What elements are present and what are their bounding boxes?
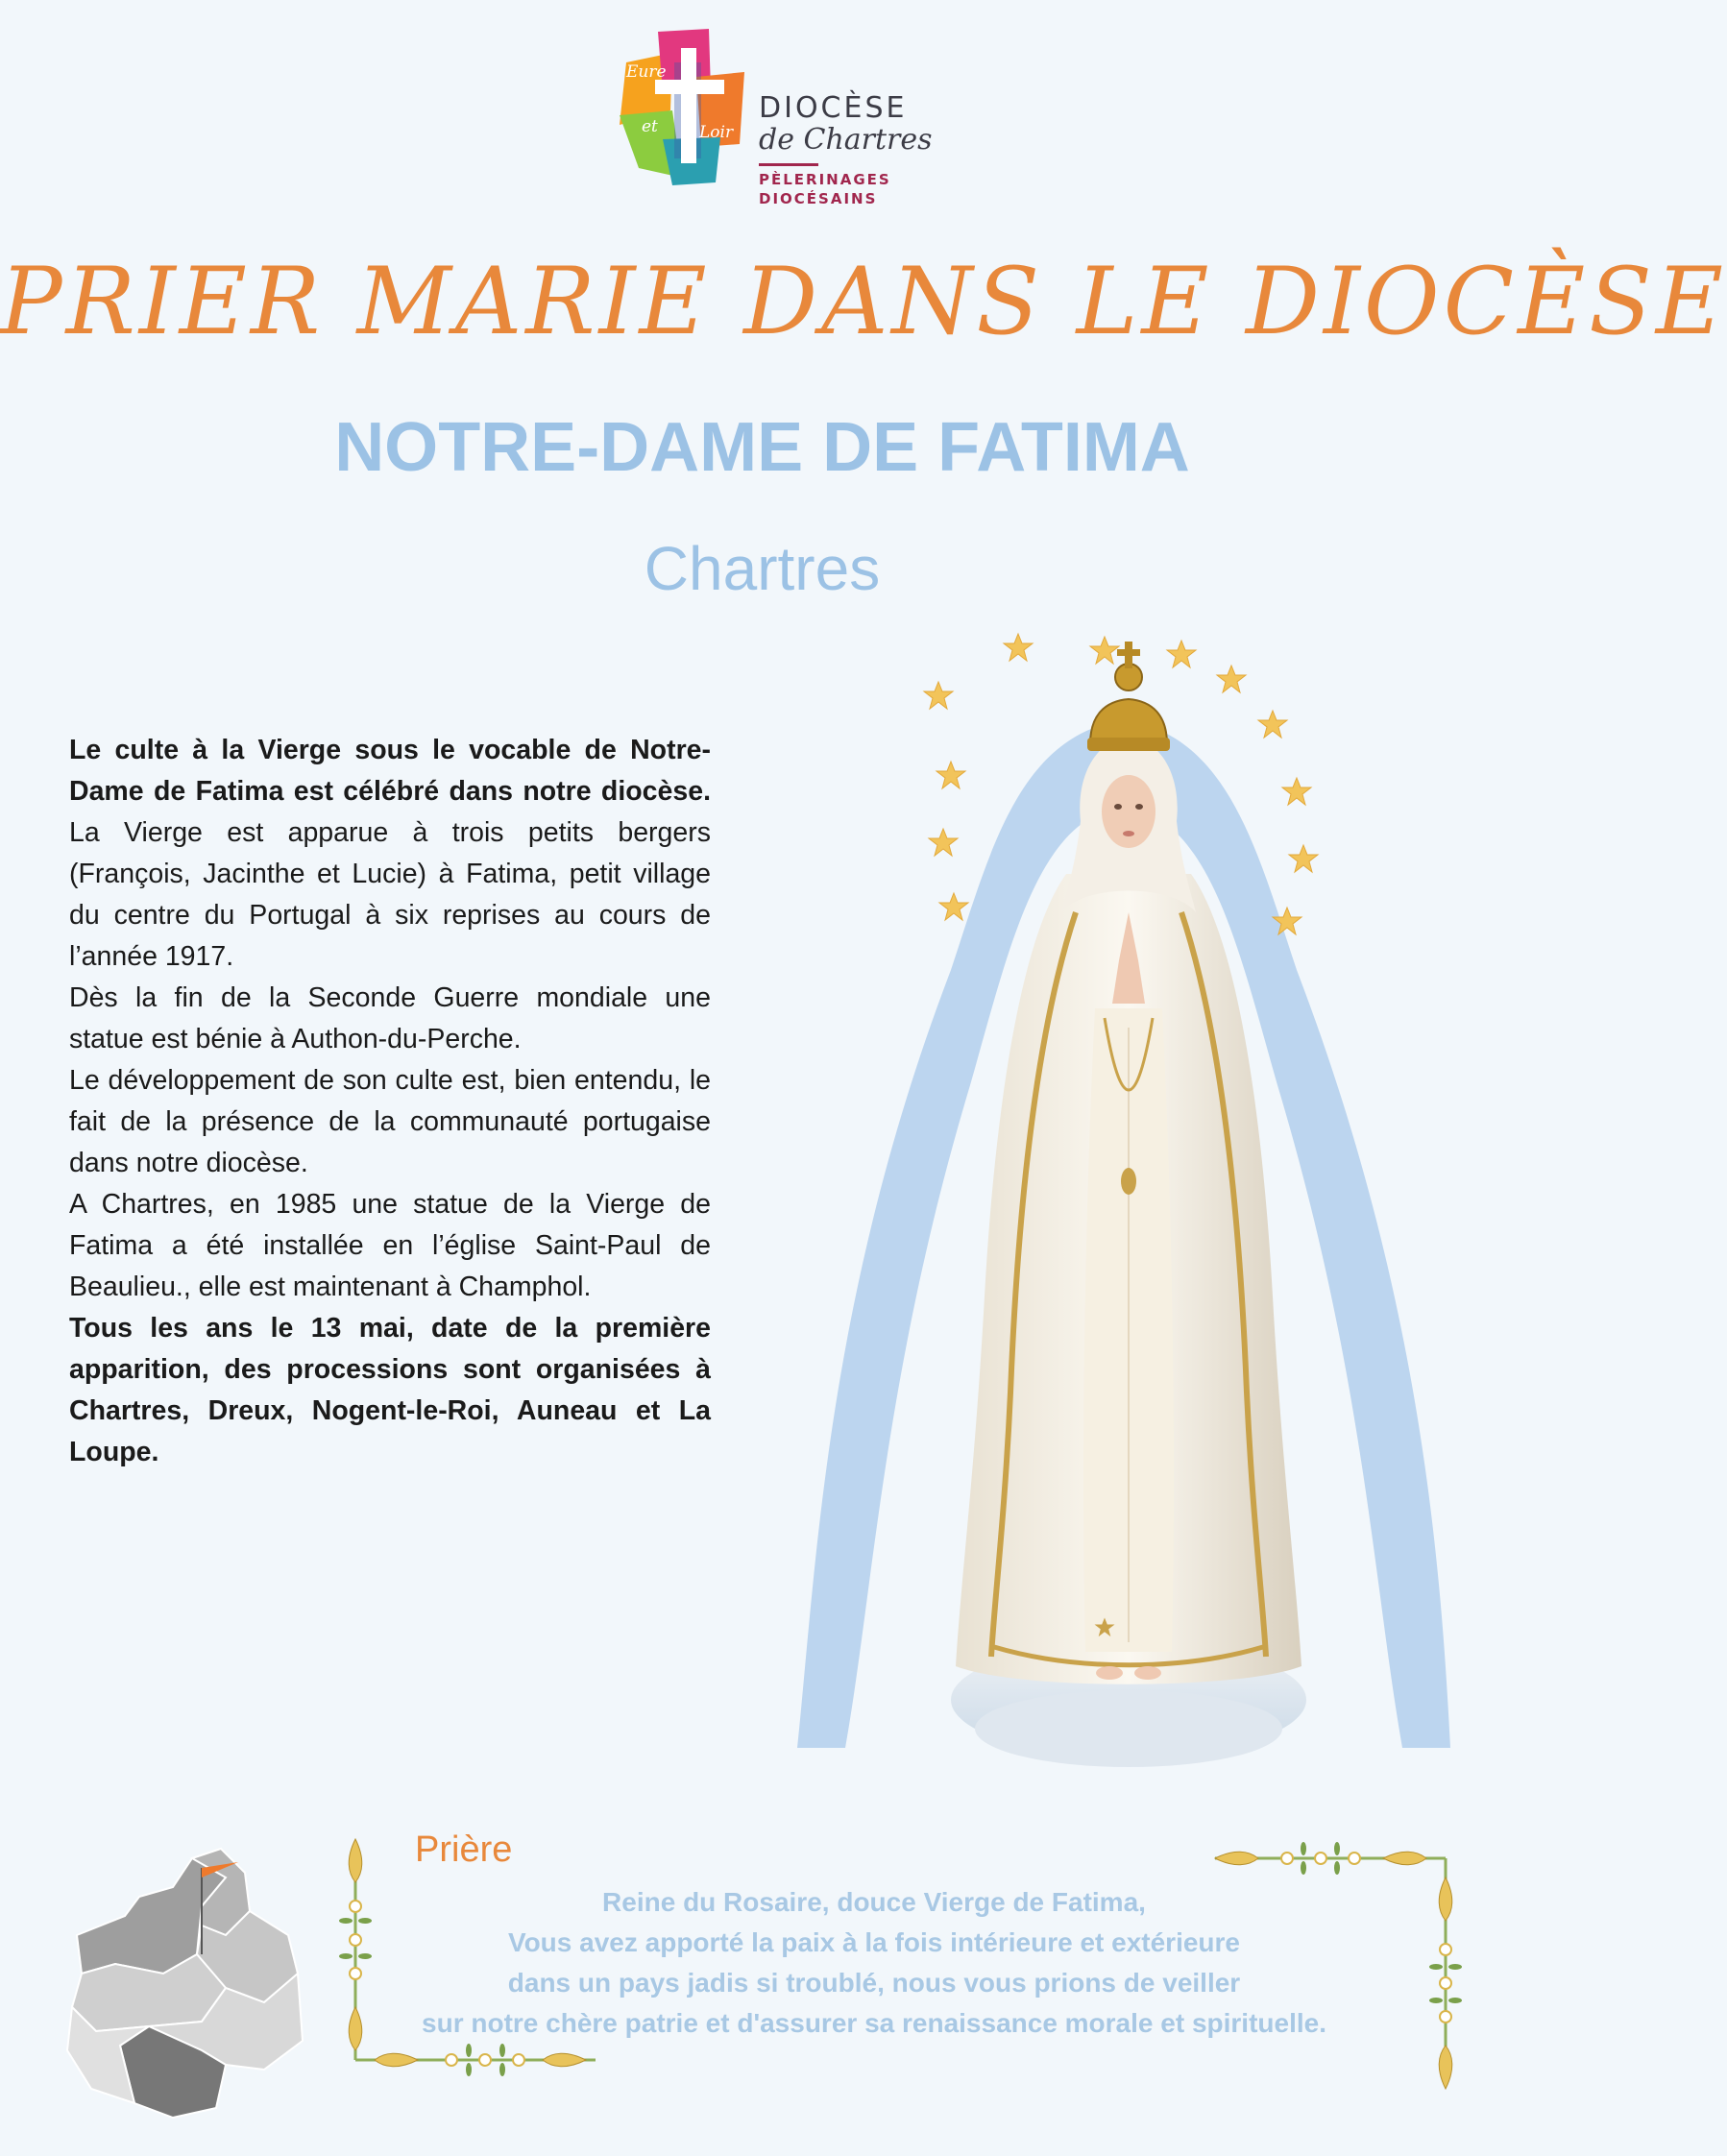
prayer-line: Vous avez apporté la paix à la fois intérieure et extérieure [507, 1927, 1240, 1957]
body-text [69, 730, 711, 1473]
logo-badge-word: et [642, 117, 658, 136]
department-map [58, 1820, 317, 2127]
body-p5-bold: Tous les ans le 13 mai, date de la première apparition, des processions sont organisées à Chartres, Dreux, Nogent-le-Roi, Auneau et La Loupe. [69, 1313, 711, 1467]
prayer-line: Reine du Rosaire, douce Vierge de Fatima, [602, 1887, 1146, 1917]
body-paragraph-3: Le développement de son culte est, bien entendu, le fait de la présence de la communauté portugaise dans notre diocèse. [69, 1065, 711, 1178]
logo-name-line2: de Chartres [759, 123, 933, 157]
star-icon [924, 682, 953, 709]
star-icon [1258, 711, 1287, 738]
logo-sub-line2: DIOCÉSAINS [759, 190, 878, 207]
prayer-line: dans un pays jadis si troublé, nous vous prions de veiller [507, 1968, 1241, 1998]
prayer-line: sur notre chère patrie et d'assurer sa renaissance morale et spirituelle. [422, 2008, 1326, 2038]
logo-divider [759, 163, 818, 166]
body-p1-bold: Le culte à la Vierge sous le vocable de Notre-Dame de Fatima est célébré dans notre diocèse. [69, 735, 711, 807]
prayer-text [365, 1882, 1383, 2044]
prayer-title: Prière [415, 1829, 513, 1870]
body-p1-rest: La Vierge est apparue à trois petits bergers (François, Jacinthe et Lucie) à Fatima, petit village du centre du Portugal à six reprises au cours de l’année 1917. [69, 817, 711, 972]
star-icon [1090, 637, 1119, 664]
star-icon [1167, 641, 1196, 667]
logo-badge-word: Loir [699, 123, 734, 142]
star-icon [1282, 778, 1311, 805]
star-icon [929, 829, 958, 856]
body-paragraph-1 [69, 730, 711, 978]
place-name: Chartres [644, 534, 881, 603]
star-icon [939, 893, 968, 920]
page-title: PRIER MARIE DANS LE DIOCÈSE [0, 248, 1727, 355]
body-paragraph-2: Dès la fin de la Seconde Guerre mondiale une statue est bénie à Authon-du-Perche. [69, 982, 711, 1054]
star-icon [1004, 634, 1033, 661]
body-paragraph-4: A Chartres, en 1985 une statue de la Vierge de Fatima a été installée en l’église Saint-Paul de Beaulieu., elle est maintenant à Champhol. [69, 1189, 711, 1302]
page-subtitle: NOTRE-DAME DE FATIMA [334, 409, 1190, 486]
logo-sub-line1: PÈLERINAGES [759, 171, 891, 188]
fatima-statue-image [788, 624, 1460, 1753]
star-icon [1289, 845, 1318, 872]
logo-badge-word: Eure [626, 62, 667, 82]
star-icon [1217, 666, 1246, 692]
logo-name-line1: DIOCÈSE [759, 91, 908, 125]
body-paragraph-5 [69, 1308, 711, 1473]
star-icon [936, 762, 965, 788]
